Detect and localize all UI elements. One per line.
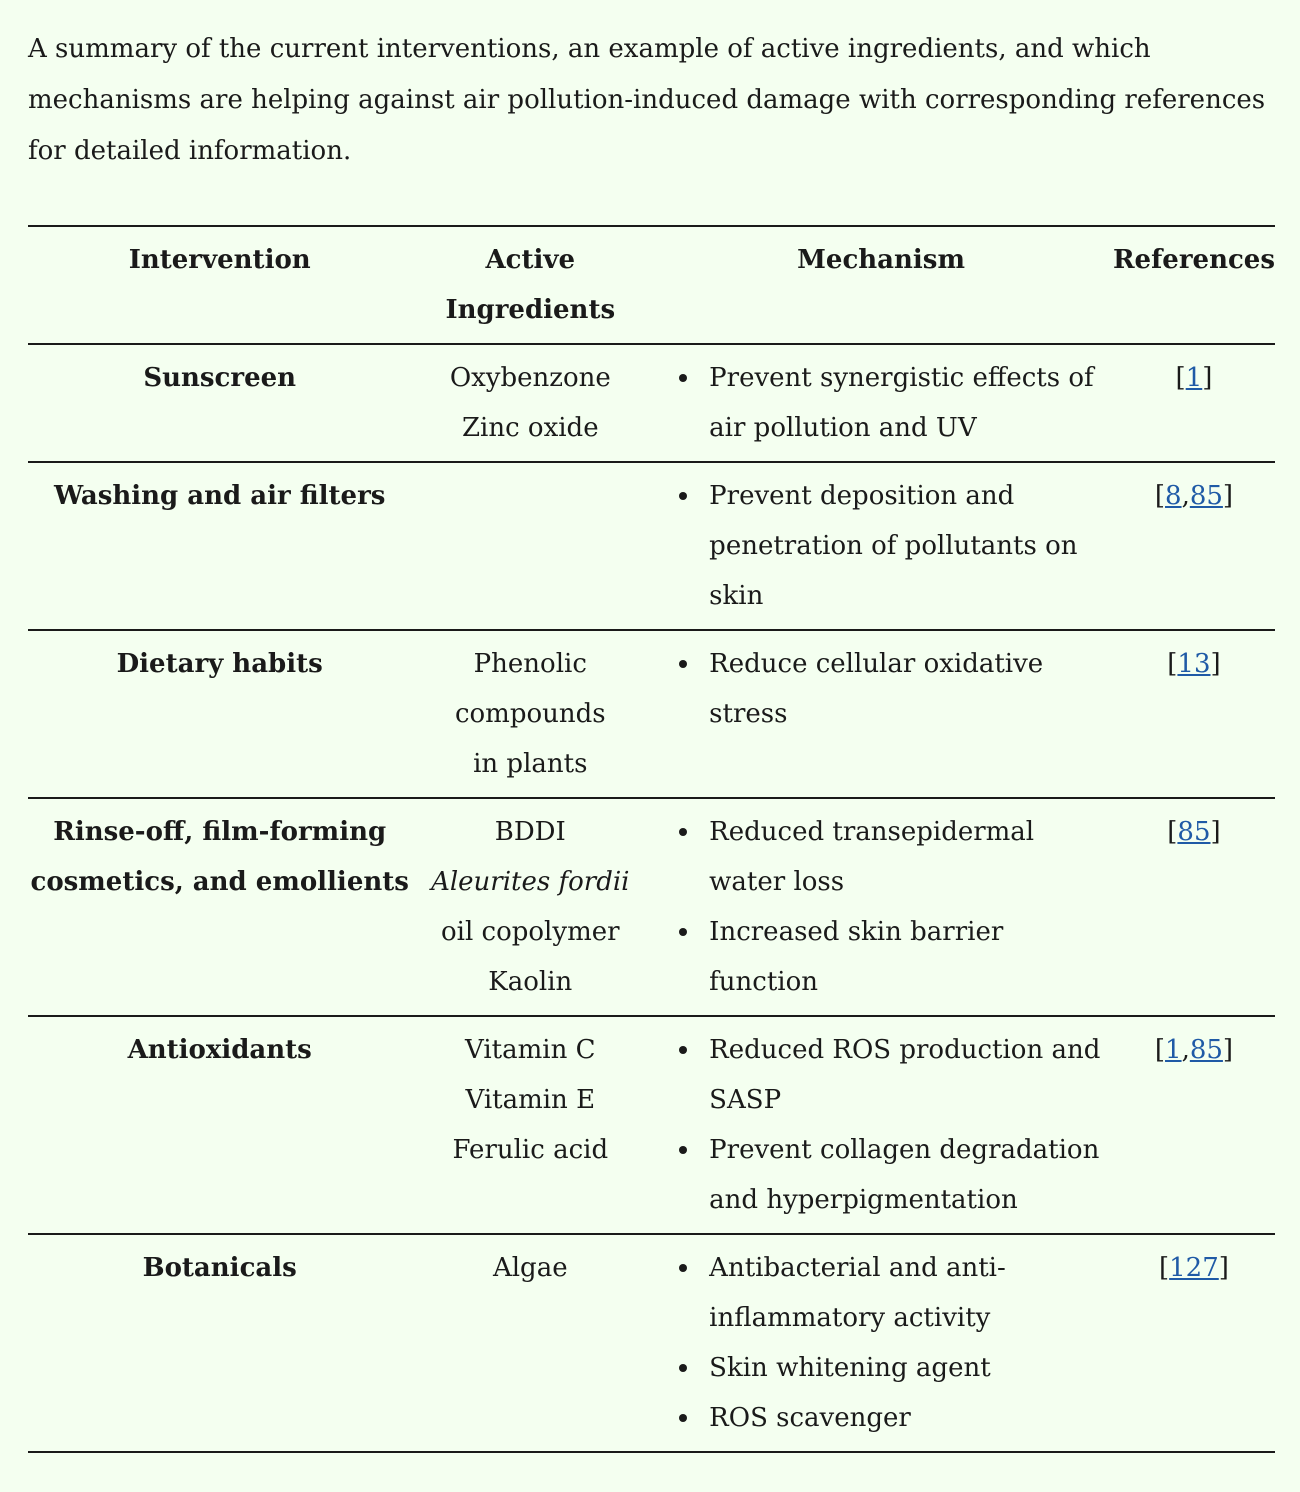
mechanism-cell [649,344,1113,462]
intervention-cell: Rinse-off, film-forming cosmetics, and emollients [30,817,409,897]
reference-link[interactable]: 13 [1177,649,1211,679]
mechanism-item: Skin whitening agent [679,1343,1113,1393]
ingredient: Vitamin C [465,1035,596,1065]
references-cell: [1] [1175,363,1213,393]
reference-link[interactable]: 8 [1165,481,1182,511]
mechanism-item: Increased skin barrier function [679,907,1113,1007]
header-intervention: Intervention [128,245,311,275]
mechanism-item: Reduced ROS production and SASP [679,1025,1113,1125]
references-cell: [13] [1167,649,1221,679]
ingredient: Algae [492,1253,568,1283]
intervention-cell: Botanicals [142,1253,297,1283]
table-row [28,462,1275,630]
mechanism-item: Reduce cellular oxidative stress [679,639,1113,739]
intervention-cell: Dietary habits [116,649,323,679]
mechanism-item: Prevent deposition and penetration of pollutants on skin [679,471,1113,621]
ingredients-cell [411,1016,649,1234]
references-cell: [1,85] [1154,1035,1234,1065]
intervention-cell: Antioxidants [127,1035,312,1065]
mechanism-item: ROS scavenger [679,1393,1113,1443]
ingredients-cell [411,344,649,462]
mechanism-cell [649,462,1113,630]
reference-link[interactable]: 85 [1189,481,1223,511]
reference-link[interactable]: 1 [1185,363,1203,393]
mechanism-cell [649,1234,1113,1452]
intervention-cell: Washing and air filters [53,481,386,511]
ingredients-cell [411,630,649,798]
ingredient: Kaolin [488,967,573,997]
ingredients-cell [411,462,649,630]
mechanism-item: Reduced transepidermal water loss [679,807,1113,907]
mechanism-cell [649,798,1113,1016]
references-cell: [127] [1158,1253,1229,1283]
ingredient: Oxybenzone [449,363,611,393]
mechanism-item: Antibacterial and anti-inflammatory activity [679,1243,1113,1343]
header-mechanism: Mechanism [797,245,965,275]
table-row [28,1234,1275,1452]
ingredient-italic: Aleurites fordii [431,867,630,897]
header-active-ingredients: Active Ingredients [445,245,616,325]
references-cell: [8,85] [1154,481,1234,511]
mechanism-item: Prevent collagen degradation and hyperpigmentation [679,1125,1113,1225]
references-cell: [85] [1167,817,1221,847]
reference-link[interactable]: 1 [1165,1035,1182,1065]
interventions-table [28,225,1275,1453]
header-references: References [1112,245,1275,275]
ingredient [411,857,649,957]
header-row [28,226,1275,344]
ingredient: Vitamin E [465,1085,596,1115]
mechanism-cell [649,1016,1113,1234]
reference-link[interactable]: 85 [1177,817,1211,847]
table-row [28,798,1275,1016]
mechanism-item: Prevent synergistic effects of air pollution and UV [679,353,1113,453]
mechanism-cell [649,630,1113,798]
table-row [28,630,1275,798]
ingredient: Zinc oxide [461,413,599,443]
ingredient-rest: oil copolymer [441,917,620,947]
reference-link[interactable]: 85 [1189,1035,1223,1065]
ingredient: BDDI [494,817,566,847]
ingredient: Ferulic acid [452,1135,609,1165]
reference-link[interactable]: 127 [1169,1253,1219,1283]
table-row [28,344,1275,462]
ingredients-cell [411,1234,649,1452]
ingredients-cell [411,798,649,1016]
table-caption: A summary of the current interventions, an example of active ingredients, and which mechanisms are helping against air pollution-induced damage with corresponding references for detailed information. [28,34,1266,166]
intervention-cell: Sunscreen [143,363,297,393]
table-row [28,1016,1275,1234]
ingredient: Phenolic compounds in plants [454,649,606,779]
